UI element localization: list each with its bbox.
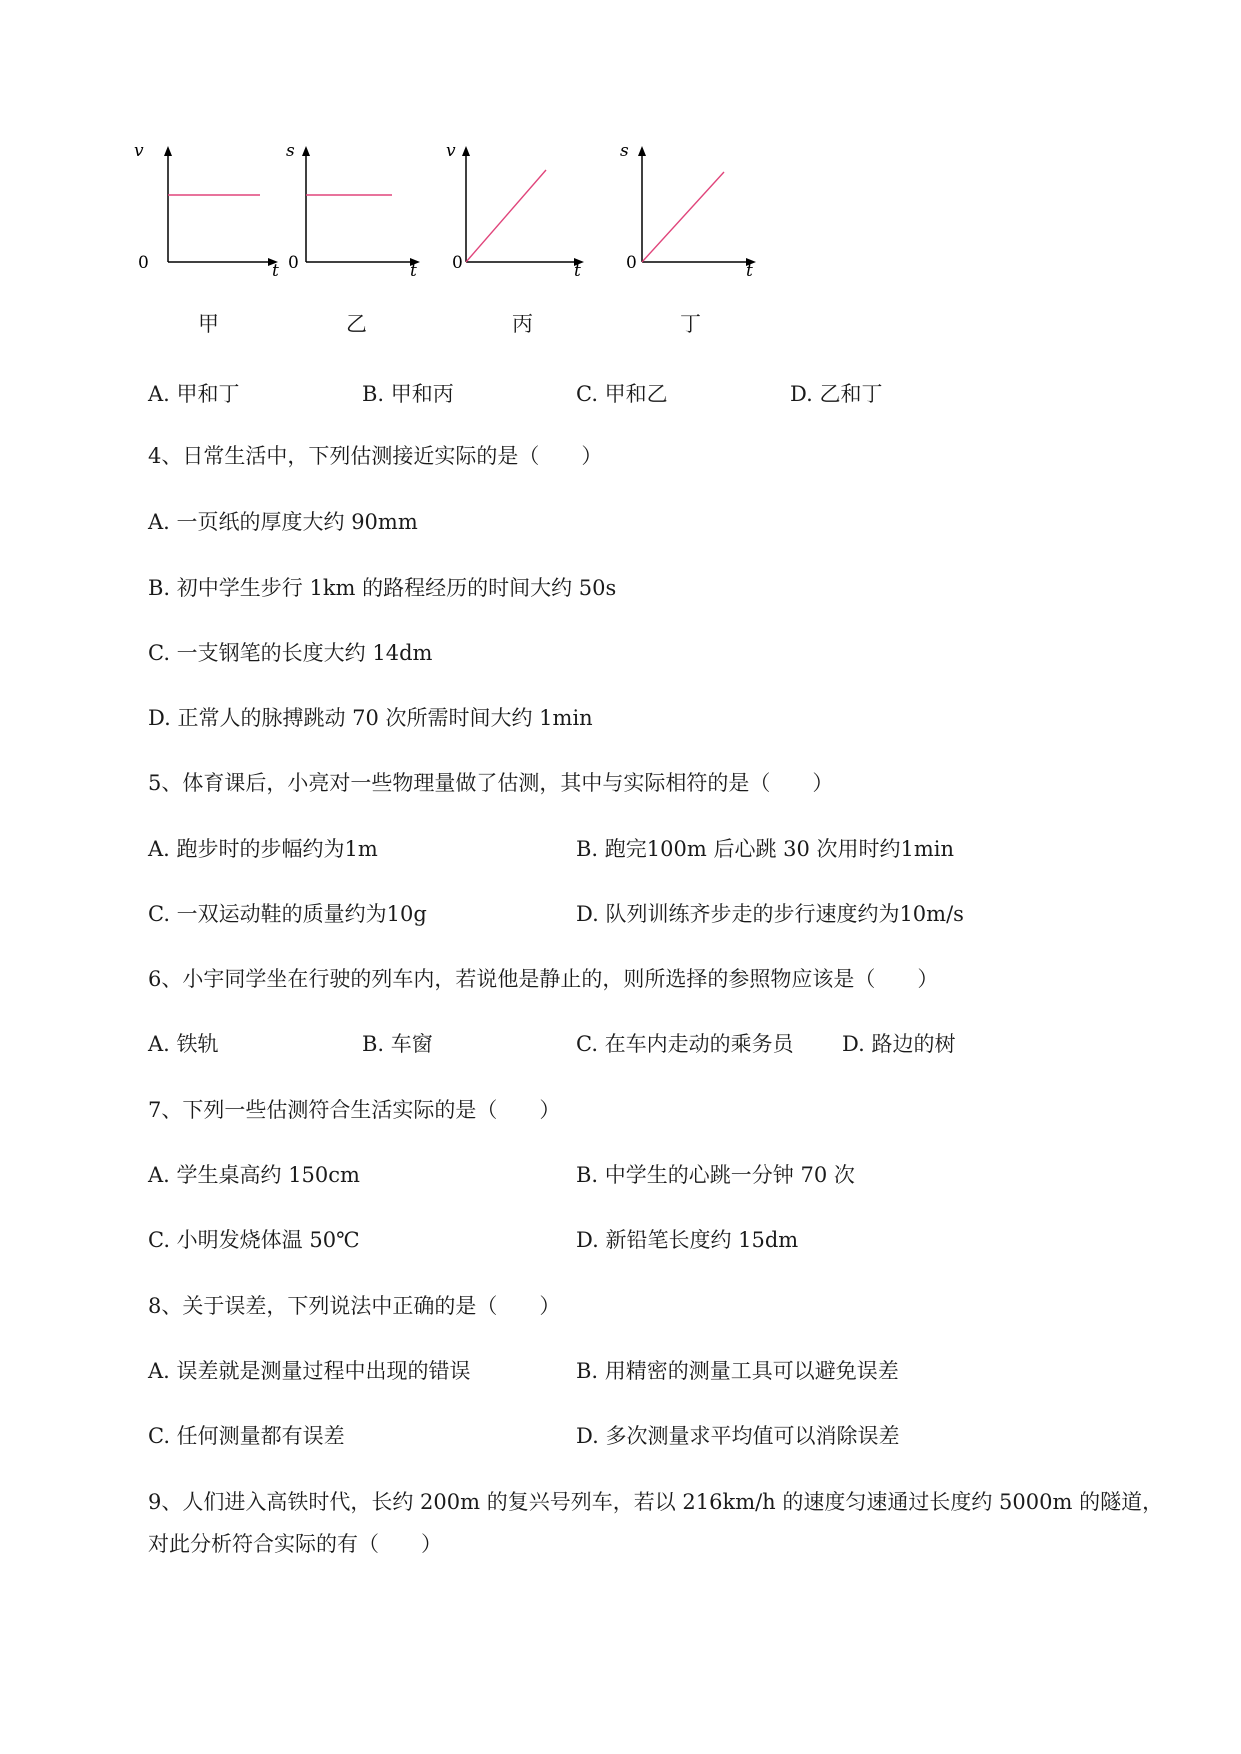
q9-stem-line1: 9、人们进入高铁时代，长约 200m 的复兴号列车，若以 216km/h 的速度匀速通过长度约 5000m 的隧道， <box>148 1490 1164 1514</box>
origin-label: 0 <box>452 253 463 273</box>
q4-option-c[interactable]: C. 一支钢笔的长度大约 14dm <box>148 641 433 665</box>
y-label: s <box>620 141 629 161</box>
graph-yi-plot <box>286 141 454 340</box>
q5-option-c[interactable]: C. 一双运动鞋的质量约为10g <box>148 902 427 926</box>
origin-label: 0 <box>288 253 299 273</box>
q8-option-c[interactable]: C. 任何测量都有误差 <box>148 1424 345 1448</box>
y-axis-arrow <box>164 146 172 156</box>
graph-caption: 乙 <box>346 312 367 336</box>
q7-option-d[interactable]: D. 新铅笔长度约 15dm <box>576 1228 799 1252</box>
graph-bing-plot <box>446 141 616 340</box>
y-label: v <box>446 141 456 161</box>
y-label: v <box>134 141 144 161</box>
q5-option-d[interactable]: D. 队列训练齐步走的步行速度约为10m/s <box>576 902 964 926</box>
graph-line <box>466 170 546 262</box>
graph-jia-plot <box>134 141 298 340</box>
q8-option-a[interactable]: A. 误差就是测量过程中出现的错误 <box>148 1359 471 1383</box>
graphs-row <box>134 141 848 340</box>
q4-option-a[interactable]: A. 一页纸的厚度大约 90mm <box>148 510 418 534</box>
graph-yi <box>286 141 454 340</box>
graph-jia <box>134 141 298 340</box>
q3-option-c[interactable]: C. 甲和乙 <box>576 382 668 406</box>
origin-label: 0 <box>626 253 637 273</box>
q3-option-a[interactable]: A. 甲和丁 <box>148 382 240 406</box>
x-label: t <box>272 261 279 281</box>
q3-option-b[interactable]: B. 甲和丙 <box>362 382 454 406</box>
q6-option-c[interactable]: C. 在车内走动的乘务员 <box>576 1032 794 1056</box>
q8-option-b[interactable]: B. 用精密的测量工具可以避免误差 <box>576 1359 899 1383</box>
q7-stem: 7、下列一些估测符合生活实际的是（ ） <box>148 1098 561 1122</box>
q8-option-d[interactable]: D. 多次测量求平均值可以消除误差 <box>576 1424 900 1448</box>
q6-option-b[interactable]: B. 车窗 <box>362 1032 433 1056</box>
q4-option-b[interactable]: B. 初中学生步行 1km 的路程经历的时间大约 50s <box>148 576 617 600</box>
graph-caption: 丁 <box>680 312 701 336</box>
y-label: s <box>286 141 295 161</box>
q6-option-a[interactable]: A. 铁轨 <box>148 1032 219 1056</box>
graph-caption: 丙 <box>512 312 533 336</box>
q8-stem: 8、关于误差，下列说法中正确的是（ ） <box>148 1294 561 1318</box>
graph-line <box>642 172 724 262</box>
q6-stem: 6、小宇同学坐在行驶的列车内，若说他是静止的，则所选择的参照物应该是（ ） <box>148 967 939 991</box>
y-axis-arrow <box>462 146 470 156</box>
q7-option-b[interactable]: B. 中学生的心跳一分钟 70 次 <box>576 1163 855 1187</box>
x-label: t <box>746 261 753 281</box>
q5-stem: 5、体育课后，小亮对一些物理量做了估测，其中与实际相符的是（ ） <box>148 771 834 795</box>
origin-label: 0 <box>138 253 149 273</box>
q5-option-a[interactable]: A. 跑步时的步幅约为1m <box>148 837 378 861</box>
x-label: t <box>574 261 581 281</box>
q7-option-c[interactable]: C. 小明发烧体温 50℃ <box>148 1228 360 1252</box>
graph-ding <box>620 141 790 340</box>
q4-option-d[interactable]: D. 正常人的脉搏跳动 70 次所需时间大约 1min <box>148 706 593 730</box>
graph-caption: 甲 <box>198 312 219 336</box>
x-label: t <box>410 261 417 281</box>
graph-ding-plot <box>620 141 790 340</box>
q4-stem: 4、日常生活中，下列估测接近实际的是（ ） <box>148 444 603 468</box>
q3-option-d[interactable]: D. 乙和丁 <box>790 382 883 406</box>
q6-option-d[interactable]: D. 路边的树 <box>842 1032 956 1056</box>
q7-option-a[interactable]: A. 学生桌高约 150cm <box>148 1163 360 1187</box>
q5-option-b[interactable]: B. 跑完100m 后心跳 30 次用时约1min <box>576 837 955 861</box>
graph-bing <box>446 141 616 340</box>
y-axis-arrow <box>638 146 646 156</box>
q9-stem-line2: 对此分析符合实际的有（ ） <box>148 1532 442 1556</box>
y-axis-arrow <box>302 146 310 156</box>
